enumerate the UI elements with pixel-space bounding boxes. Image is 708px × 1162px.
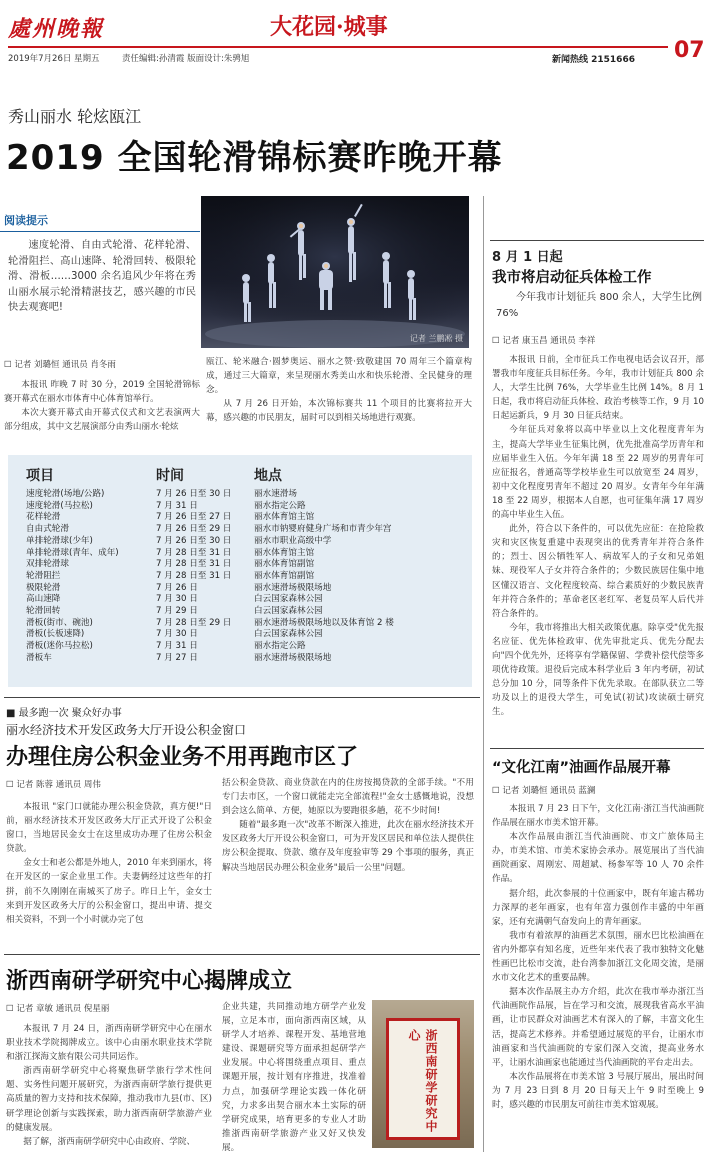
schedule-header-row [26, 465, 472, 489]
schedule-time: 7 月 26 日至 27 日 [156, 512, 232, 523]
lead-paragraph: 本报讯 昨晚 7 时 30 分，2019 全国轮滑锦标赛开幕式在丽水市体育中心体育馆举行。 [4, 380, 200, 405]
schedule-row [26, 524, 472, 536]
schedule-row [26, 571, 472, 583]
research-paragraph: 本报讯 7 月 24 日，浙西南研学研究中心在丽水职业技术学院揭牌成立。该中心由丽水职业技术学院和浙江探海文旅有限公司共同运作。 [6, 1024, 212, 1063]
schedule-event: 轮滑阻拦 [26, 570, 61, 581]
schedule-venue: 丽水体育馆主馆 [254, 512, 315, 523]
newspaper-logo: 處州晚報 [8, 16, 105, 42]
section-divider [4, 697, 480, 698]
schedule-event: 轮滑回转 [26, 606, 61, 617]
gjj-paragraph: 随着"最多跑一次"改革不断深入推进，此次在丽水经济技术开发区政务大厅开设公积金窗口，可为开发区居民和单位法人提供住房公积金提取、贷款、缴存及年度验审等 29 个事项的服务，真正解决当地居民办理公积金业务"最后一公里"问题。 [222, 820, 474, 873]
schedule-row [26, 629, 472, 641]
gjj-kicker: ■ 最多跑一次 聚众好办事 [6, 708, 122, 719]
section-divider [4, 954, 480, 955]
schedule-time: 7 月 30 日 [156, 629, 198, 640]
schedule-row [26, 583, 472, 595]
schedule-row [26, 641, 472, 653]
art-paragraph: 据本次作品展主办方介绍，此次在我市举办浙江当代油画院作品展，旨在学习和交流，展现我省高水平油画，让市民群众对油画艺术有深入的了解，丰富文化生活，提高艺术修养。并希望通过展览的平台，让丽水市油画家和当代油画院的专家们深入交流，提高业务水平，让丽水油画家也能通过当代油画院的平台走出去。 [492, 987, 704, 1068]
gjj-paragraph: 金女士和老公都是外地人，2010 年来到丽水，将在开发区的一家企业里工作。夫妻俩经过这些年的打拼，前不久刚刚在南城买了房子。昨日上午，金女士来到开发区政务大厅的公积金窗口，提出申请、提交相关资料，不到一个小时就办完了包 [6, 858, 212, 925]
gjj-paragraph: 本报讯 "家门口就能办理公积金贷款，真方便!"日前，丽水经济技术开发区政务大厅正式开设了公积金窗口，当地居民金女士在这里成功办理了住房公积金贷款。 [6, 802, 212, 855]
schedule-venue: 丽水速滑场 [254, 489, 297, 499]
schedule-row [26, 594, 472, 606]
art-paragraph: 本报讯 7 月 23 日下午，文化江南·浙江当代油画院作品展在丽水市美术馆开幕。 [492, 804, 704, 829]
art-paragraph: 我市有着浓厚的油画艺术氛围，丽水巴比松油画在省内外都享有知名度，近些年来代表了我市独特文化魅性画巴比松市交流，赴台湾参加浙江文化周交流，是丽水市文化艺术的重要品牌。 [492, 930, 704, 984]
schedule-row [26, 606, 472, 618]
reading-tip-text: 速度轮滑、自由式轮滑、花样轮滑、轮滑阻拦、高山速降、轮滑回转、极限轮滑、滑板……3000 余名追风少年将在秀山丽水展示轮滑精湛技艺，感兴趣的市民快去观赛吧! [8, 240, 196, 313]
schedule-event: 单排轮滑球(青年、成年) [26, 547, 119, 558]
schedule-event: 单排轮滑球(少年) [26, 535, 93, 546]
schedule-event: 双排轮滑球 [26, 559, 69, 570]
competition-schedule [8, 455, 472, 687]
schedule-time: 7 月 26 日至 30 日 [156, 489, 232, 499]
schedule-venue: 白云国家森林公园 [254, 606, 323, 617]
recruit-body [492, 353, 704, 719]
gjj-subhead: 丽水经济技术开发区政务大厅开设公积金窗口 [6, 723, 247, 737]
schedule-event: 自由式轮滑 [26, 524, 69, 535]
schedule-venue: 丽水市钠婴府健身广场和市青少年宫 [254, 524, 392, 535]
schedule-time: 7 月 28 日至 31 日 [156, 570, 232, 581]
schedule-venue: 丽水指定公路 [254, 641, 306, 652]
schedule-venue: 丽水指定公路 [254, 500, 306, 511]
art-body [492, 802, 704, 1112]
gjj-byline: ☐ 记者 陈蓉 通讯员 周伟 [6, 780, 101, 790]
news-hotline: 新闻热线 2151666 [552, 55, 635, 65]
reading-tip-rule [0, 231, 200, 232]
masthead-rule [8, 46, 668, 48]
recruit-top-rule [490, 240, 704, 241]
photo-credit: 记者 兰鹏凇 摄 [409, 334, 463, 343]
schedule-time: 7 月 26 日至 29 日 [156, 524, 232, 535]
skating-photo [201, 196, 469, 348]
art-headline: “文化江南”油画作品展开幕 [492, 760, 671, 776]
schedule-venue: 丽水体育馆副馆 [254, 559, 315, 570]
schedule-row [26, 536, 472, 548]
recruit-paragraph: 今年，我市将推出大相关政策优惠。除享受"优先报名应征、优先体检政审、优先审批定兵、优先分配去向"四个优先外，还将享有学籍保留、学费补偿代偿等多项优待政策。退役后完成本科学业后 3 年内考研，初试总分加 10 分，同等条件下优先录取。在部队获立二等功及以上的退役大学生，可免试(初试)攻读硕士研究生。 [492, 622, 704, 718]
plaque-board [386, 1018, 460, 1140]
schedule-event: 滑板(长板速降) [26, 629, 85, 640]
schedule-row [26, 559, 472, 571]
schedule-time: 7 月 30 日 [156, 594, 198, 605]
schedule-time: 7 月 31 日 [156, 500, 198, 511]
recruit-kicker: 8 月 1 日起 [492, 250, 563, 265]
schedule-row [26, 548, 472, 560]
gjj-column-2 [222, 776, 474, 875]
schedule-venue: 丽水速滑场极限场地以及体育馆 2 楼 [254, 617, 394, 628]
schedule-table [26, 465, 472, 665]
recruit-paragraph: 今年征兵对象将以高中毕业以上文化程度青年为主，提高大学毕业生征集比例，优先批准高学历青年和应届毕业生入伍。今年年满 18 至 22 周岁的男青年可应征报名，普通高等学校毕业生可以放宽至 24 周岁，初中文化程度男青年不超过 20 周岁。女青年今年年满 18 至 22 周岁，根据本人自愿，也可征集年满 17 周岁的高中毕业生入伍。 [492, 425, 704, 521]
schedule-event: 花样轮滑 [26, 512, 61, 523]
schedule-row [26, 512, 472, 524]
gjj-headline: 办理住房公积金业务不用再跑市区了 [6, 745, 359, 770]
lead-paragraph: 从 7 月 26 日开始，本次锦标赛共 11 个项目的比赛将拉开大幕，感兴趣的市民朋友，届时可以到相关场地进行观赛。 [206, 399, 472, 424]
lead-column-2 [206, 355, 472, 425]
schedule-venue: 丽水速滑场极限场地 [254, 652, 332, 663]
schedule-event: 速度轮滑(场地/公路) [26, 489, 105, 499]
schedule-venue: 丽水体育馆主馆 [254, 547, 315, 558]
plaque-photo [372, 1000, 474, 1148]
art-paragraph: 本次作品展将在市美术馆 3 号展厅展出，展出时间为 7 月 23 日到 8 月 20 日每天上午 9 时至晚上 9 时，感兴趣的市民朋友可前往市美术馆观展。 [492, 1071, 704, 1110]
schedule-time: 7 月 28 日至 31 日 [156, 547, 232, 558]
lead-headline: 2019 全国轮滑锦标赛昨晚开幕 [6, 138, 503, 178]
schedule-time: 7 月 26 日 [156, 582, 198, 593]
schedule-time: 7 月 28 日至 31 日 [156, 559, 232, 570]
research-byline: ☐ 记者 章敏 通讯员 倪星丽 [6, 1004, 110, 1014]
schedule-time: 7 月 28 日至 29 日 [156, 617, 232, 628]
lead-paragraph: 本次大赛开幕式由开幕式仪式和文艺表演两大部分组成，其中文艺展演部分由秀山丽水·轮炫 [4, 408, 200, 433]
reading-tip-box [0, 212, 200, 330]
page-number: 07 [674, 38, 705, 63]
schedule-event: 滑板车 [26, 652, 52, 663]
research-paragraph: 企业共建，共同推动地方研学产业发展，立足本市，面向浙西南区域，从研学人才培养、课程开发、基地营地建设、课题研究等方面承担起研学产业发展。中心将围绕重点项目、重点课题开展，按计划有序推进，找准着力点，加强研学理论实践一体化研究，力求多出契合丽水本土实际的研学研究成果，培育更多的专业人才助推浙西南研学旅游产业又好又快发展。 [222, 1002, 366, 1153]
lead-column-1 [4, 378, 200, 434]
schedule-venue: 丽水体育馆副馆 [254, 570, 315, 581]
schedule-venue: 白云国家森林公园 [254, 594, 323, 605]
research-column-2 [222, 1000, 366, 1155]
schedule-venue: 白云国家森林公园 [254, 629, 323, 640]
schedule-time: 7 月 31 日 [156, 641, 198, 652]
schedule-time: 7 月 26 日至 30 日 [156, 535, 232, 546]
recruit-byline: ☐ 记者 康玉昌 通讯员 李祥 [492, 336, 596, 346]
column-divider [483, 196, 484, 1152]
schedule-row [26, 501, 472, 513]
recruit-headline: 我市将启动征兵体检工作 [492, 270, 652, 286]
lead-paragraph: 瓯江、轮米融合·圆梦奥运、丽水之赞·致敬建国 70 周年三个篇章构成，通过三大篇章，来呈现丽水秀美山水和快乐轮滑、全民健身的理念。 [206, 357, 472, 396]
schedule-event: 滑板(街市、碗池) [26, 617, 93, 628]
schedule-event: 极限轮滑 [26, 582, 61, 593]
gjj-paragraph: 括公积金贷款、商业贷款在内的住房按揭贷款的全部手续。"不用专门去市区，一个窗口就能走完全部流程!"金女士感慨地说，没想到会这么简单、方便，她原以为要跑很多趟，花不少时间! [222, 778, 474, 817]
recruit-deck: 今年我市计划征兵 800 余人，大学生比例 76% [496, 292, 702, 319]
research-paragraph: 据了解，浙西南研学研究中心由政府、学院、 [23, 1136, 196, 1147]
art-byline: ☐ 记者 刘璐恒 通讯员 蓝澜 [492, 786, 596, 796]
lead-byline: ☐ 记者 刘璐恒 通讯员 肖冬雨 [4, 360, 116, 370]
header-time: 时间 [156, 468, 184, 484]
header-venue: 地点 [254, 468, 282, 484]
gjj-column-1 [6, 800, 212, 927]
schedule-venue: 丽水市职业高级中学 [254, 535, 332, 546]
plaque-text: 浙西南研学研究中心 [407, 1029, 438, 1133]
research-paragraph: 浙西南研学研究中心将聚焦研学旅行学术性问题、实务性问题开展研究，为浙西南研学旅行提供更高质量的智力支持和技术保障，推动我市九县(市、区)研学理论创新与实践探索，助力浙西南研学旅游产业的健康发展。 [6, 1066, 212, 1133]
skaters-illustration [201, 196, 469, 348]
schedule-event: 速度轮滑(马拉松) [26, 500, 93, 511]
section-title: 大花园·城事 [270, 14, 388, 40]
schedule-time: 7 月 29 日 [156, 606, 198, 617]
reading-tip-label: 阅读提示 [4, 214, 48, 227]
page-editors: 责任编辑:孙清霞 版面设计:朱骋旭 [122, 54, 250, 64]
lead-kicker: 秀山丽水 轮炫瓯江 [8, 107, 142, 126]
art-paragraph: 据介绍，此次参展的十位画家中，既有年逾古稀功力深厚的老年画家，也有年富力强创作丰盛的中年画家，还有充满朝气奋发向上的青年画家。 [492, 888, 704, 927]
art-paragraph: 本次作品展由浙江当代油画院、市文广旅体局主办，市美术馆、市美术家协会承办。展览展出了当代油画院画家、周刚宏、周超斌、杨参军等 10 人 70 余件作品。 [492, 832, 704, 885]
schedule-row [26, 653, 472, 665]
header-event: 项目 [26, 468, 54, 484]
research-column-1 [6, 1022, 212, 1149]
section-divider [490, 748, 704, 749]
schedule-venue: 丽水速滑场极限场地 [254, 582, 332, 593]
schedule-time: 7 月 27 日 [156, 652, 198, 663]
page-date: 2019年7月26日 星期五 [8, 54, 100, 64]
schedule-row [26, 618, 472, 630]
recruit-paragraph: 本报讯 日前，全市征兵工作电视电话会议召开，部署我市年度征兵目标任务。今年，我市计划征兵 800 余人，大学生比例 76%，大学毕业生比例 14%。8 月 1 日起，我市将启动征兵体检、政治考核等工作，9 月 10 日起运新兵，9 月 30 日征兵结束。 [492, 355, 704, 422]
schedule-event: 高山速降 [26, 594, 61, 605]
schedule-event: 滑板(迷你马拉松) [26, 641, 93, 652]
research-headline: 浙西南研学研究中心揭牌成立 [6, 969, 293, 994]
schedule-row [26, 489, 472, 501]
recruit-paragraph: 此外，符合以下条件的，可以优先应征：在抢险救灾和灾区恢复重建中表现突出的优秀青年并符合条件的；烈士、因公牺牲军人、病故军人的子女和兄弟姐妹、现役军人子女并符合条件的；少数民族居住集中地区懂汉语言、文化程度较高、综合素质好的少数民族青年并符合条件的；革命老区老红军、老复员军人后代并符合条件的。 [492, 524, 704, 619]
